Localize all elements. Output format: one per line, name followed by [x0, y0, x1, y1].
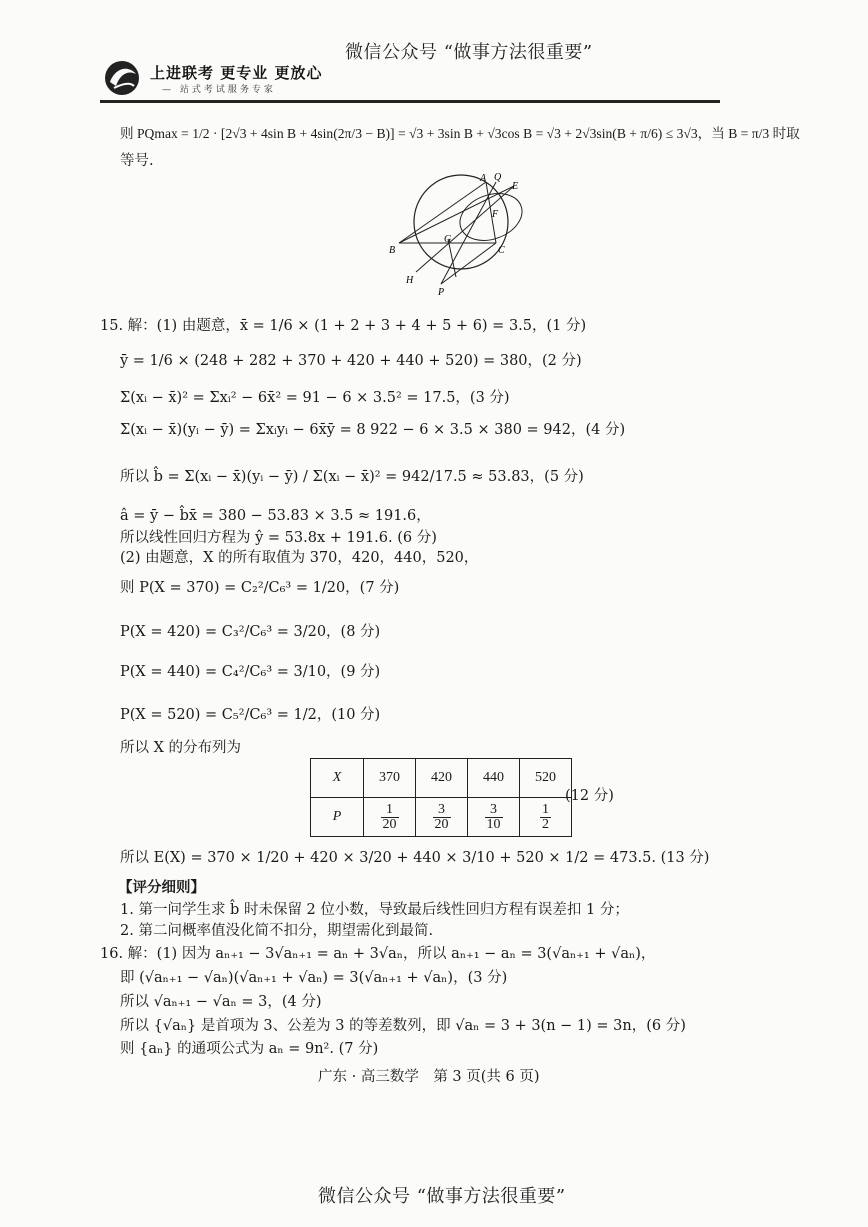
table-row: [311, 798, 572, 837]
logo-title: 上进联考 更专业 更放心: [150, 64, 323, 82]
table-cell: 520: [520, 759, 572, 798]
frac-num: 3: [433, 803, 451, 818]
label-G: G: [444, 234, 452, 245]
rubric-item-1: 1. 第一问学生求 b̂ 时未保留 2 位小数，导致最后线性回归方程有误差扣 1 分；: [120, 902, 629, 918]
table-cell: [520, 798, 572, 837]
rubric-item-2: 2. 第二问概率值没化简不扣分，期望需化到最简.: [120, 923, 434, 939]
q15-line13: 所以 X 的分布列为: [120, 740, 242, 756]
logo-emblem-icon: [100, 58, 146, 100]
label-C: C: [498, 245, 505, 256]
q15-line6: â = ȳ − b̂x̄ = 380 − 53.83 × 3.5 ≈ 191.6，: [120, 508, 431, 524]
label-P: P: [438, 287, 445, 297]
label-Q: Q: [494, 172, 502, 183]
q15-line2: ȳ = 1/6 × (248 + 282 + 370 + 420 + 440 + 520) = 380，(2 分): [120, 353, 582, 369]
header-rule: [100, 100, 720, 103]
q15-line3: Σ(xᵢ − x̄)² = Σxᵢ² − 6x̄² = 91 − 6 × 3.5² = 17.5，(3 分): [120, 390, 510, 406]
frac-den: 10: [486, 816, 501, 832]
watermark-top: 微信公众号 “做事方法很重要”: [345, 42, 593, 63]
table-cell: 440: [468, 759, 520, 798]
q15-line9: 则 P(X = 370) = C₂²/C₆³ = 1/20，(7 分): [120, 580, 400, 596]
publisher-logo: [100, 58, 330, 100]
q16-line5: 则 {aₙ} 的通项公式为 aₙ = 9n². (7 分): [120, 1041, 379, 1057]
table-row: [311, 759, 572, 798]
geometry-figure: [386, 172, 536, 297]
q14-line2: 等号.: [120, 153, 154, 169]
label-E: E: [512, 181, 519, 192]
distribution-table: [310, 758, 572, 837]
frac-num: 1: [381, 803, 399, 818]
table-cell: 370: [364, 759, 416, 798]
watermark-bottom: 微信公众号 “做事方法很重要”: [318, 1186, 566, 1207]
table-cell: 420: [416, 759, 468, 798]
q15-line5: 所以 b̂ = Σ(xᵢ − x̄)(yᵢ − ȳ) / Σ(xᵢ − x̄)² = 942/17.5 ≈ 53.83，(5 分): [120, 469, 584, 485]
rubric-title: 【评分细则】: [118, 879, 205, 896]
label-A: A: [480, 173, 487, 184]
label-F: F: [492, 209, 499, 220]
table-cell: [468, 798, 520, 837]
frac-den: 2: [542, 816, 549, 832]
q15-line7: 所以线性回归方程为 ŷ = 53.8x + 191.6. (6 分): [120, 530, 437, 546]
q15-line14: 所以 E(X) = 370 × 1/20 + 420 × 3/20 + 440 × 3/10 + 520 × 1/2 = 473.5. (13 分): [120, 850, 710, 866]
q15-line8: (2) 由题意，X 的所有取值为 370，420，440，520，: [120, 550, 479, 566]
q16-line1: 16. 解：(1) 因为 aₙ₊₁ − 3√aₙ₊₁ = aₙ + 3√aₙ，所以 aₙ₊₁ − aₙ = 3(√aₙ₊₁ + √aₙ)，: [100, 946, 656, 962]
table-cell: X: [311, 759, 364, 798]
page-footer: 广东 · 高三数学 第 3 页(共 6 页): [318, 1069, 540, 1085]
q15-line10: P(X = 420) = C₃²/C₆³ = 3/20，(8 分): [120, 624, 381, 640]
label-B: B: [389, 245, 396, 256]
q16-line3: 所以 √aₙ₊₁ − √aₙ = 3，(4 分): [120, 994, 322, 1010]
frac-den: 20: [382, 816, 397, 832]
q16-line2: 即 (√aₙ₊₁ − √aₙ)(√aₙ₊₁ + √aₙ) = 3(√aₙ₊₁ + √aₙ)，(3 分): [120, 970, 508, 986]
logo-subtitle: — 站式考试服务专家: [162, 85, 276, 95]
q15-line4: Σ(xᵢ − x̄)(yᵢ − ȳ) = Σxᵢyᵢ − 6x̄ȳ = 8 922 − 6 × 3.5 × 380 = 942，(4 分): [120, 422, 626, 438]
frac-den: 20: [434, 816, 449, 832]
q15-line12: P(X = 520) = C₅²/C₆³ = 1/2，(10 分): [120, 707, 381, 723]
q15-line1: 15. 解：(1) 由题意，x̄ = 1/6 × (1 + 2 + 3 + 4 + 5 + 6) = 3.5，(1 分): [100, 318, 587, 334]
table-cell: [416, 798, 468, 837]
table-cell: [364, 798, 416, 837]
table-score: (12 分): [565, 788, 614, 804]
q15-line11: P(X = 440) = C₄²/C₆³ = 3/10，(9 分): [120, 664, 381, 680]
q16-line4: 所以 {√aₙ} 是首项为 3、公差为 3 的等差数列，即 √aₙ = 3 + 3(n − 1) = 3n，(6 分): [120, 1018, 686, 1034]
q14-line1: 则 PQmax = 1/2 · [2√3 + 4sin B + 4sin(2π/3 − B)] = √3 + 3sin B + √3cos B = √3 + 2√3sin(B + π/6) ≤ 3√3，当 B = π/3 时取: [120, 126, 800, 141]
table-cell: P: [311, 798, 364, 837]
frac-num: 3: [485, 803, 503, 818]
label-H: H: [406, 275, 414, 286]
frac-num: 1: [542, 801, 549, 817]
